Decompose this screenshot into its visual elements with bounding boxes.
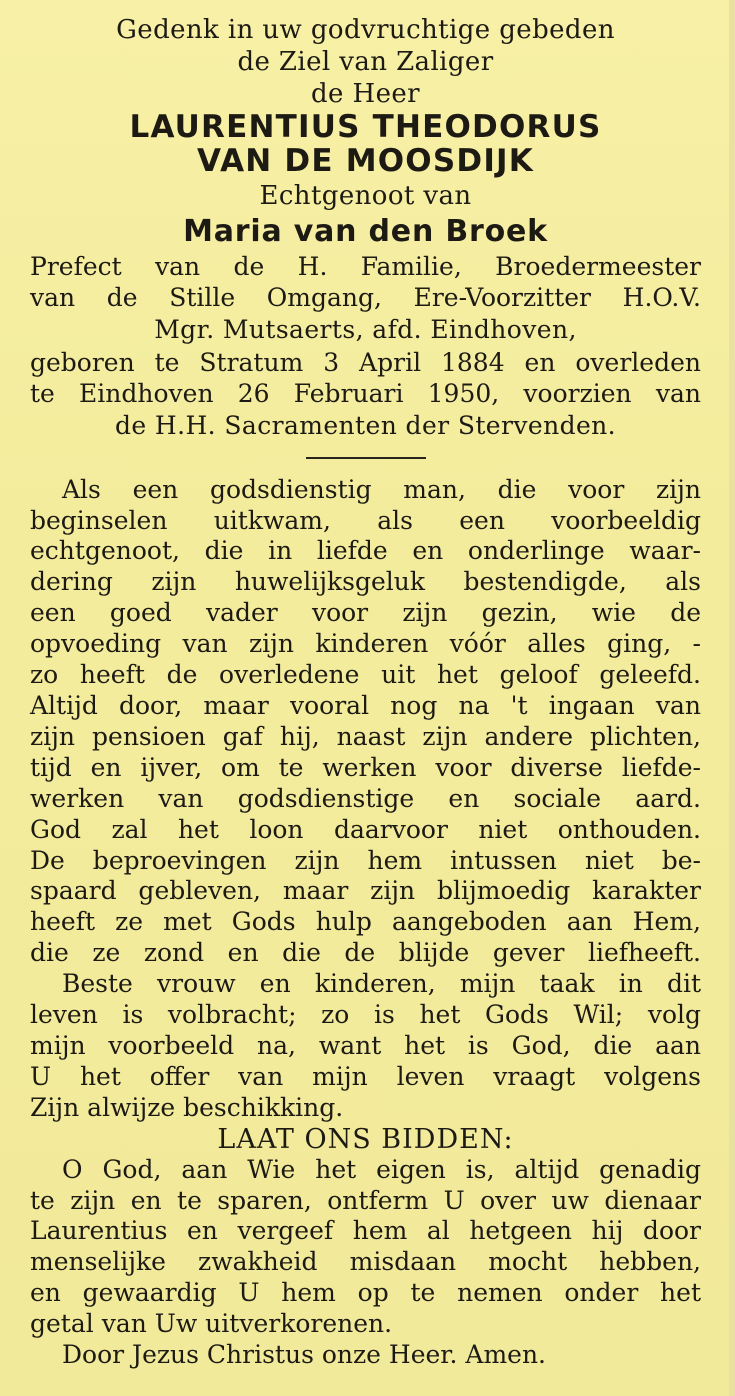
tribute-line: spaard gebleven, maar zijn blijmoedig karakter	[30, 876, 701, 906]
header-line-3: de Heer	[311, 79, 420, 109]
prayer-line: te zijn en te sparen, ontferm U over uw dienaar	[30, 1185, 701, 1215]
spouse-intro: Echtgenoot van	[259, 181, 472, 211]
prayer-heading: LAAT ONS BIDDEN:	[217, 1123, 514, 1155]
tribute-line: God zal het loon daarvoor niet onthouden.	[30, 814, 701, 844]
biography-line: van de Stille Omgang, Ere-Voorzitter H.O.V.	[30, 282, 701, 312]
tribute-line: Altijd door, maar vooral nog na 't ingaan van	[30, 690, 701, 720]
prayer-line: en gewaardig U hem op te nemen onder het	[30, 1278, 701, 1308]
farewell-line: Beste vrouw en kinderen, mijn taak in dit	[62, 969, 701, 999]
farewell-line: mijn voorbeeld na, want het is God, die aan	[30, 1030, 701, 1060]
tribute-line: heeft ze met Gods hulp aangeboden aan Hem,	[30, 907, 701, 937]
tribute-line: De beproevingen zijn hem intussen niet be-	[30, 845, 701, 875]
biography-line: Mgr. Mutsaerts, afd. Eindhoven,	[154, 314, 577, 344]
tribute-line: werken van godsdienstige en sociale aard.	[30, 783, 701, 813]
tribute-line: dering zijn huwelijksgeluk bestendigde, als	[30, 567, 701, 597]
deceased-name-line-1: LAURENTIUS THEODORUS	[129, 109, 602, 145]
deceased-name-line-2: VAN DE MOOSDIJK	[196, 143, 535, 179]
tribute-line: die ze zond en die de blijde gever liefheeft.	[30, 938, 701, 968]
spouse-block	[30, 180, 701, 252]
biography	[30, 252, 701, 441]
tribute-line: tijd en ijver, om te werken voor diverse liefde-	[30, 752, 701, 782]
tribute-line: opvoeding van zijn kinderen vóór alles ging, -	[30, 629, 701, 659]
farewell-paragraph	[30, 969, 701, 1124]
tribute-line: zijn pensioen gaf hij, naast zijn andere plichten,	[30, 721, 701, 751]
divider-rule	[306, 457, 426, 459]
farewell-line: Zijn alwijze beschikking.	[30, 1092, 344, 1122]
spouse-name: Maria van den Broek	[183, 214, 548, 249]
tribute-line: echtgenoot, die in liefde en onderlinge waar-	[30, 536, 701, 566]
tribute-paragraph	[30, 475, 701, 970]
header-line-1: Gedenk in uw godvruchtige gebeden	[116, 15, 615, 45]
biography-line: de H.H. Sacramenten der Stervenden.	[114, 410, 617, 440]
tribute-line: een goed vader voor zijn gezin, wie de	[30, 598, 701, 628]
farewell-line: leven is volbracht; zo is het Gods Wil; volg	[30, 1000, 701, 1030]
prayer-line: Laurentius en vergeef hem al hetgeen hij door	[30, 1216, 701, 1246]
prayer-line: menselijke zwakheid misdaan mocht hebben,	[30, 1247, 701, 1277]
tribute-line: zo heeft de overledene uit het geloof geleefd.	[30, 660, 701, 690]
deceased-name	[30, 110, 701, 178]
biography-line: geboren te Stratum 3 April 1884 en overleden	[30, 347, 701, 377]
prayer-section	[30, 1124, 701, 1371]
tribute-line: beginselen uitkwam, als een voorbeeldig	[30, 505, 701, 535]
prayer-closing: Door Jezus Christus onze Heer. Amen.	[62, 1340, 546, 1370]
header-line-2: de Ziel van Zaliger	[237, 47, 494, 77]
farewell-line: U het offer van mijn leven vraagt volgens	[30, 1061, 701, 1091]
header	[30, 14, 701, 110]
prayer-line: getal van Uw uitverkorenen.	[30, 1309, 393, 1339]
prayer-line: O God, aan Wie het eigen is, altijd genadig	[62, 1154, 701, 1184]
tribute-line: Als een godsdienstig man, die voor zijn	[62, 474, 701, 504]
biography-line: te Eindhoven 26 Februari 1950, voorzien van	[30, 378, 701, 408]
biography-line: Prefect van de H. Familie, Broedermeester	[30, 252, 701, 281]
